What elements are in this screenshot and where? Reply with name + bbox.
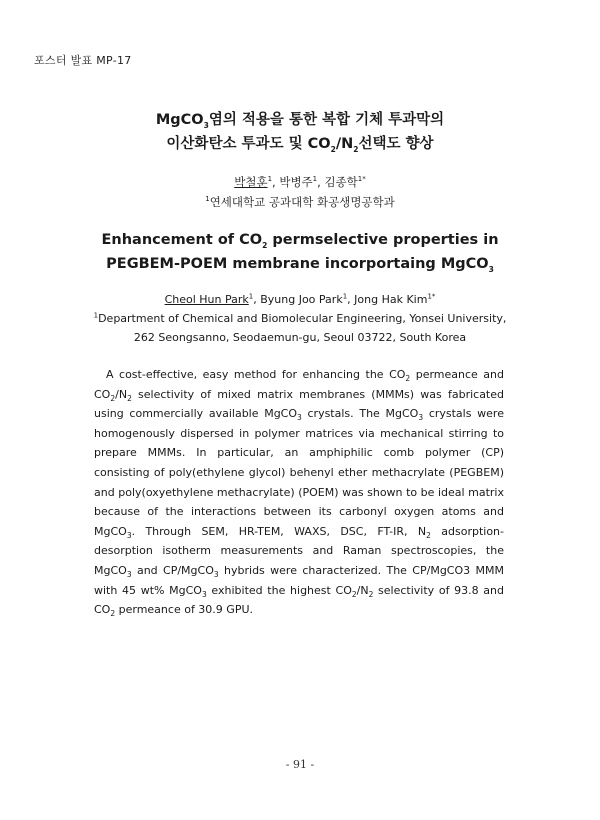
english-author-2: Byung Joo Park bbox=[260, 293, 343, 306]
korean-author-list: 박철훈$^1$, 박병주$^1$, 김종학$^{1*}$ bbox=[234, 175, 366, 189]
korean-authors bbox=[0, 172, 600, 212]
page-number: - 91 - bbox=[285, 758, 315, 771]
session-tag: 포스터 발표 MP-17 bbox=[34, 54, 132, 67]
korean-title-line-2: 이산화탄소 투과도 및 $CO_2/N_2$선택도 향상 bbox=[166, 136, 434, 154]
english-authors bbox=[0, 290, 600, 347]
english-author-3: Jong Hak Kim bbox=[354, 293, 428, 306]
english-author-presenter: Cheol Hun Park bbox=[164, 293, 249, 306]
english-title bbox=[0, 228, 600, 276]
korean-title-line-1: MgCO$_3$염의 적용을 통한 복합 기체 투과막의 bbox=[155, 112, 445, 130]
korean-affiliation: $^1$연세대학교 공과대학 화공생명공학과 bbox=[205, 195, 395, 209]
english-title-line-2: PEGBEM-POEM membrane incorportaing MgCO$_3$ bbox=[106, 256, 494, 274]
abstract-body: A cost-effective, easy method for enhancing the $CO_2$ permeance and $CO_2/N_2$ selectivity of mixed matrix membranes (MMMs) was fabricated using commercially available MgCO$_3$ crystals. The MgCO$_3$ crystals were homogenously dispersed in polymer matrices via mechanical stirring to prepare MMMs. In particular, an amphiphilic comb polymer (CP) consisting of poly(ethylene glycol) behenyl ether methacrylate (PEGBEM) and poly(oxyethylene methacrylate) (POEM) was shown to be ideal matrix because of the interactions between its carbonyl oxygen atoms and MgCO$_3$. Through SEM, HR-TEM, WAXS, DSC, FT-IR, $N_2$ adsorption-desorption isotherm measurements and Raman spectroscopies, the MgCO$_3$ and CP/MgCO$_3$ hybrids were characterized. The CP/MgCO3 MMM with 45 wt% MgCO$_3$ exhibited the highest $CO_2/N_2$ selectivity of 93.8 and $CO_2$ permeance of 30.9 GPU. bbox=[94, 368, 505, 619]
english-affiliation-line-1: $^1$Department of Chemical and Biomolecular Engineering, Yonsei University, bbox=[93, 311, 507, 325]
korean-title bbox=[0, 108, 600, 156]
korean-author-3: 김종학 bbox=[324, 175, 358, 189]
english-author-list: Cheol Hun Park$^1$, Byung Joo Park$^1$, Jong Hak Kim$^{1*}$ bbox=[164, 292, 436, 306]
english-title-line-1: Enhancement of $CO_2$ permselective properties in bbox=[101, 232, 499, 250]
korean-author-2: 박병주 bbox=[279, 175, 313, 189]
korean-author-presenter: 박철훈 bbox=[234, 175, 268, 189]
english-affiliation-line-2: 262 Seongsanno, Seodaemun-gu, Seoul 03722, South Korea bbox=[133, 331, 467, 344]
